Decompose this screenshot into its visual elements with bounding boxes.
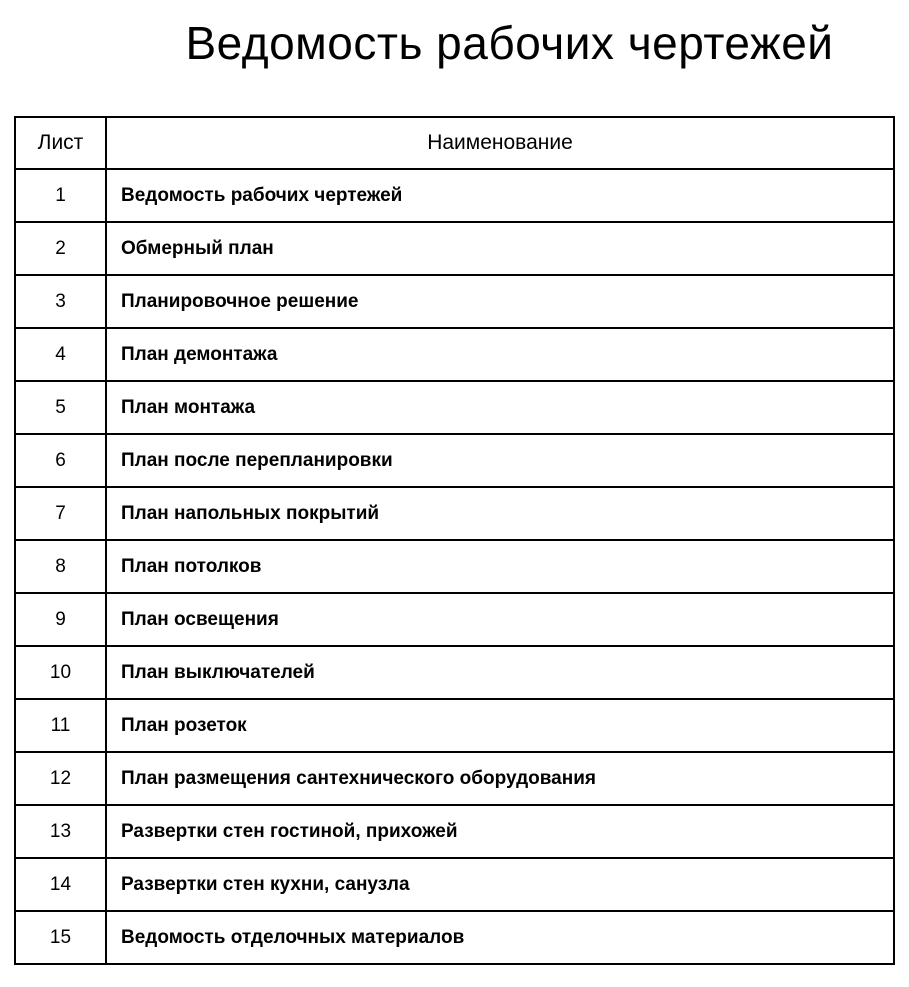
sheet-number: 2	[15, 222, 106, 275]
column-header-name: Наименование	[106, 117, 894, 169]
drawing-name: План освещения	[106, 593, 894, 646]
drawing-name: План монтажа	[106, 381, 894, 434]
sheet-number: 9	[15, 593, 106, 646]
table-row	[15, 911, 894, 964]
drawing-name: Ведомость отделочных материалов	[106, 911, 894, 964]
drawing-name: План размещения сантехнического оборудования	[106, 752, 894, 805]
drawing-name: Развертки стен кухни, санузла	[106, 858, 894, 911]
sheet-number: 5	[15, 381, 106, 434]
sheet-number: 1	[15, 169, 106, 222]
table-row	[15, 593, 894, 646]
sheet-number: 8	[15, 540, 106, 593]
drawing-name: План потолков	[106, 540, 894, 593]
drawing-name: План розеток	[106, 699, 894, 752]
sheet-number: 11	[15, 699, 106, 752]
sheet-number: 12	[15, 752, 106, 805]
table-row	[15, 222, 894, 275]
sheet-number: 4	[15, 328, 106, 381]
table-row	[15, 858, 894, 911]
drawing-name: План демонтажа	[106, 328, 894, 381]
sheet-number: 15	[15, 911, 106, 964]
sheet-number: 7	[15, 487, 106, 540]
drawing-list-table	[14, 116, 895, 965]
column-header-sheet: Лист	[15, 117, 106, 169]
drawing-name: Развертки стен гостиной, прихожей	[106, 805, 894, 858]
sheet-number: 6	[15, 434, 106, 487]
table-row	[15, 381, 894, 434]
table-row	[15, 275, 894, 328]
sheet-number: 3	[15, 275, 106, 328]
sheet-number: 13	[15, 805, 106, 858]
table-row	[15, 752, 894, 805]
drawing-name: План напольных покрытий	[106, 487, 894, 540]
drawing-name: Обмерный план	[106, 222, 894, 275]
table-row	[15, 646, 894, 699]
table-body	[15, 169, 894, 964]
table-row	[15, 805, 894, 858]
drawing-name: Ведомость рабочих чертежей	[106, 169, 894, 222]
table-row	[15, 328, 894, 381]
drawing-name: План после перепланировки	[106, 434, 894, 487]
table-row	[15, 487, 894, 540]
table-row	[15, 699, 894, 752]
table-row	[15, 540, 894, 593]
table-row	[15, 434, 894, 487]
table-row	[15, 169, 894, 222]
page-title: Ведомость рабочих чертежей	[185, 17, 834, 69]
drawing-name: План выключателей	[106, 646, 894, 699]
sheet-number: 10	[15, 646, 106, 699]
sheet-number: 14	[15, 858, 106, 911]
drawing-name: Планировочное решение	[106, 275, 894, 328]
table-header-row	[15, 117, 894, 169]
